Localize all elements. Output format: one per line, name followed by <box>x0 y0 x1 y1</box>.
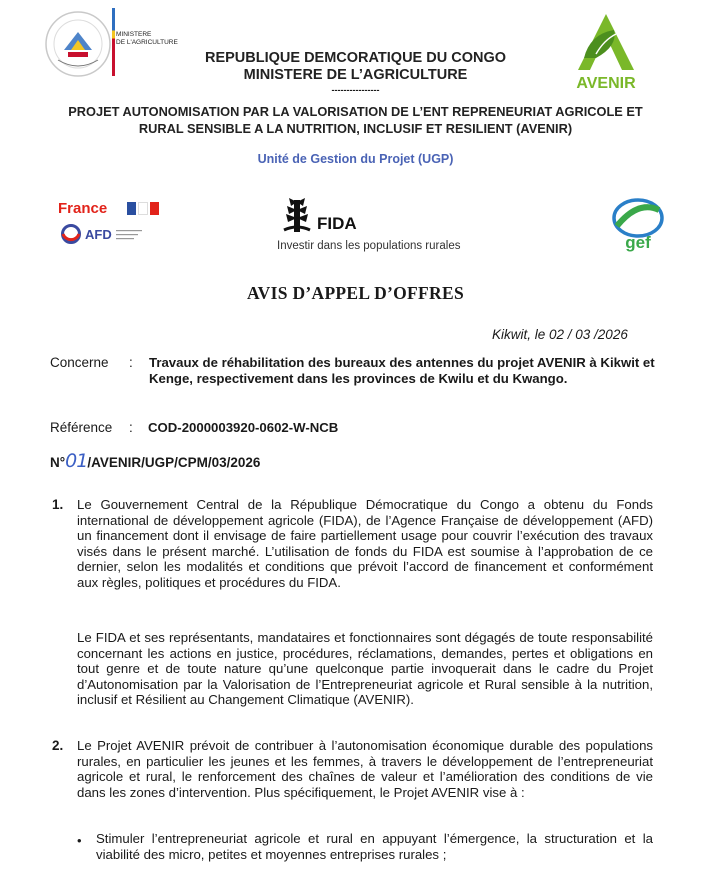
ministry-line: MINISTERE DE L’AGRICULTURE <box>243 67 468 83</box>
notice-number-suffix: /AVENIR/UGP/CPM/03/2026 <box>87 455 261 470</box>
project-title <box>20 103 691 137</box>
avenir-logo-text: AVENIR <box>576 75 636 92</box>
concerne-text: Travaux de réhabilitation des bureaux des antennes du projet AVENIR à Kikwit et Kenge, respectivement dans les provinces de Kwilu et du Kwango. <box>149 355 655 386</box>
fida-emblem-icon <box>280 196 316 236</box>
ugp-subtitle: Unité de Gestion du Projet (UGP) <box>257 152 454 166</box>
avenir-logo <box>566 8 646 92</box>
fida-wordmark: FIDA <box>317 214 357 233</box>
ministry-label <box>116 31 178 47</box>
gef-logo <box>609 196 667 252</box>
project-title-line1: PROJET AUTONOMISATION PAR LA VALORISATION DE L’ENT REPRENEURIAT AGRICOLE ET <box>68 104 643 119</box>
reference-label: Référence <box>50 420 113 435</box>
afd-logo-text: AFD <box>85 227 112 242</box>
ministry-label-line2: DE L'AGRICULTURE <box>116 39 178 46</box>
bullet-marker: • <box>77 833 82 848</box>
paragraph-number-2: 2. <box>52 738 64 753</box>
paragraph-1: Le Gouvernement Central de la République Démocratique du Congo a obtenu du Fonds international de développement agricole (FIDA), de l’Agence Française de développement (AFD) un financement dont il envisage de faire partiellement usage pour couvrir l’exécution des travaux visés dans le présent marché. L’utilisation de fonds du FIDA est soumise à l’approbation de ce dernier, selon les modalités et conditions que prévoit l’accord de financement et conformément aux règles, politiques et procédures du FIDA. <box>77 497 653 590</box>
fida-tagline: Investir dans les populations rurales <box>277 240 461 252</box>
gef-logo-text: gef <box>625 233 651 252</box>
notice-number <box>50 450 260 472</box>
reference-colon: : <box>129 420 133 435</box>
concerne-colon: : <box>129 355 133 370</box>
notice-number-prefix: N° <box>50 455 66 470</box>
paragraph-2: Le Projet AVENIR prévoit de contribuer à l’autonomisation économique durable des populations rurales, en particulier les jeunes et les femmes, à travers le développement de l’entrepreneuriat agricole et rural, le renforcement des chaînes de valeur et l’amélioration des conditions de vie dans les zones d’intervention. Plus spécifiquement, le Projet AVENIR vise à : <box>77 738 653 800</box>
country-line: REPUBLIQUE DEMCORATIQUE DU CONGO <box>204 50 507 66</box>
date-line: Kikwit, le 02 / 03 /2026 <box>492 327 628 342</box>
afd-logo <box>60 222 150 246</box>
bullet-item-1: Stimuler l’entrepreneuriat agricole et rural en appuyant l’émergence, la structuration et la viabilité des micro, petites et moyennes entreprises rurales ; <box>96 831 653 862</box>
france-label: France <box>58 200 108 217</box>
paragraph-number-1: 1. <box>52 497 64 512</box>
france-flag-icon <box>127 202 159 215</box>
paragraph-1b: Le FIDA et ses représentants, mandataires et fonctionnaires sont dégagés de toute responsabilité concernant les actions en justice, procédures, réclamations, demandes, pertes et obligations en tout genre et de toute nature qu’une quelconque partie invoquerait dans le cadre du Projet d’Autonomisation par la Valorisation de l’Entrepreneuriat agricole et Rural sensible à la nutrition, inclusif et Résilient au Changement Climatique (AVENIR). <box>77 630 653 707</box>
reference-value: COD-2000003920-0602-W-NCB <box>148 420 339 435</box>
project-title-line2: RURAL SENSIBLE A LA NUTRITION, INCLUSIF ET RESILIENT (AVENIR) <box>138 121 573 136</box>
ministry-label-line1: MINISTERE <box>116 31 152 38</box>
concerne-label: Concerne <box>50 355 109 370</box>
notice-title: AVIS D’APPEL D’OFFRES <box>247 283 464 303</box>
title-separator: ---------------- <box>331 85 380 95</box>
notice-number-handwritten: 01 <box>65 450 88 472</box>
